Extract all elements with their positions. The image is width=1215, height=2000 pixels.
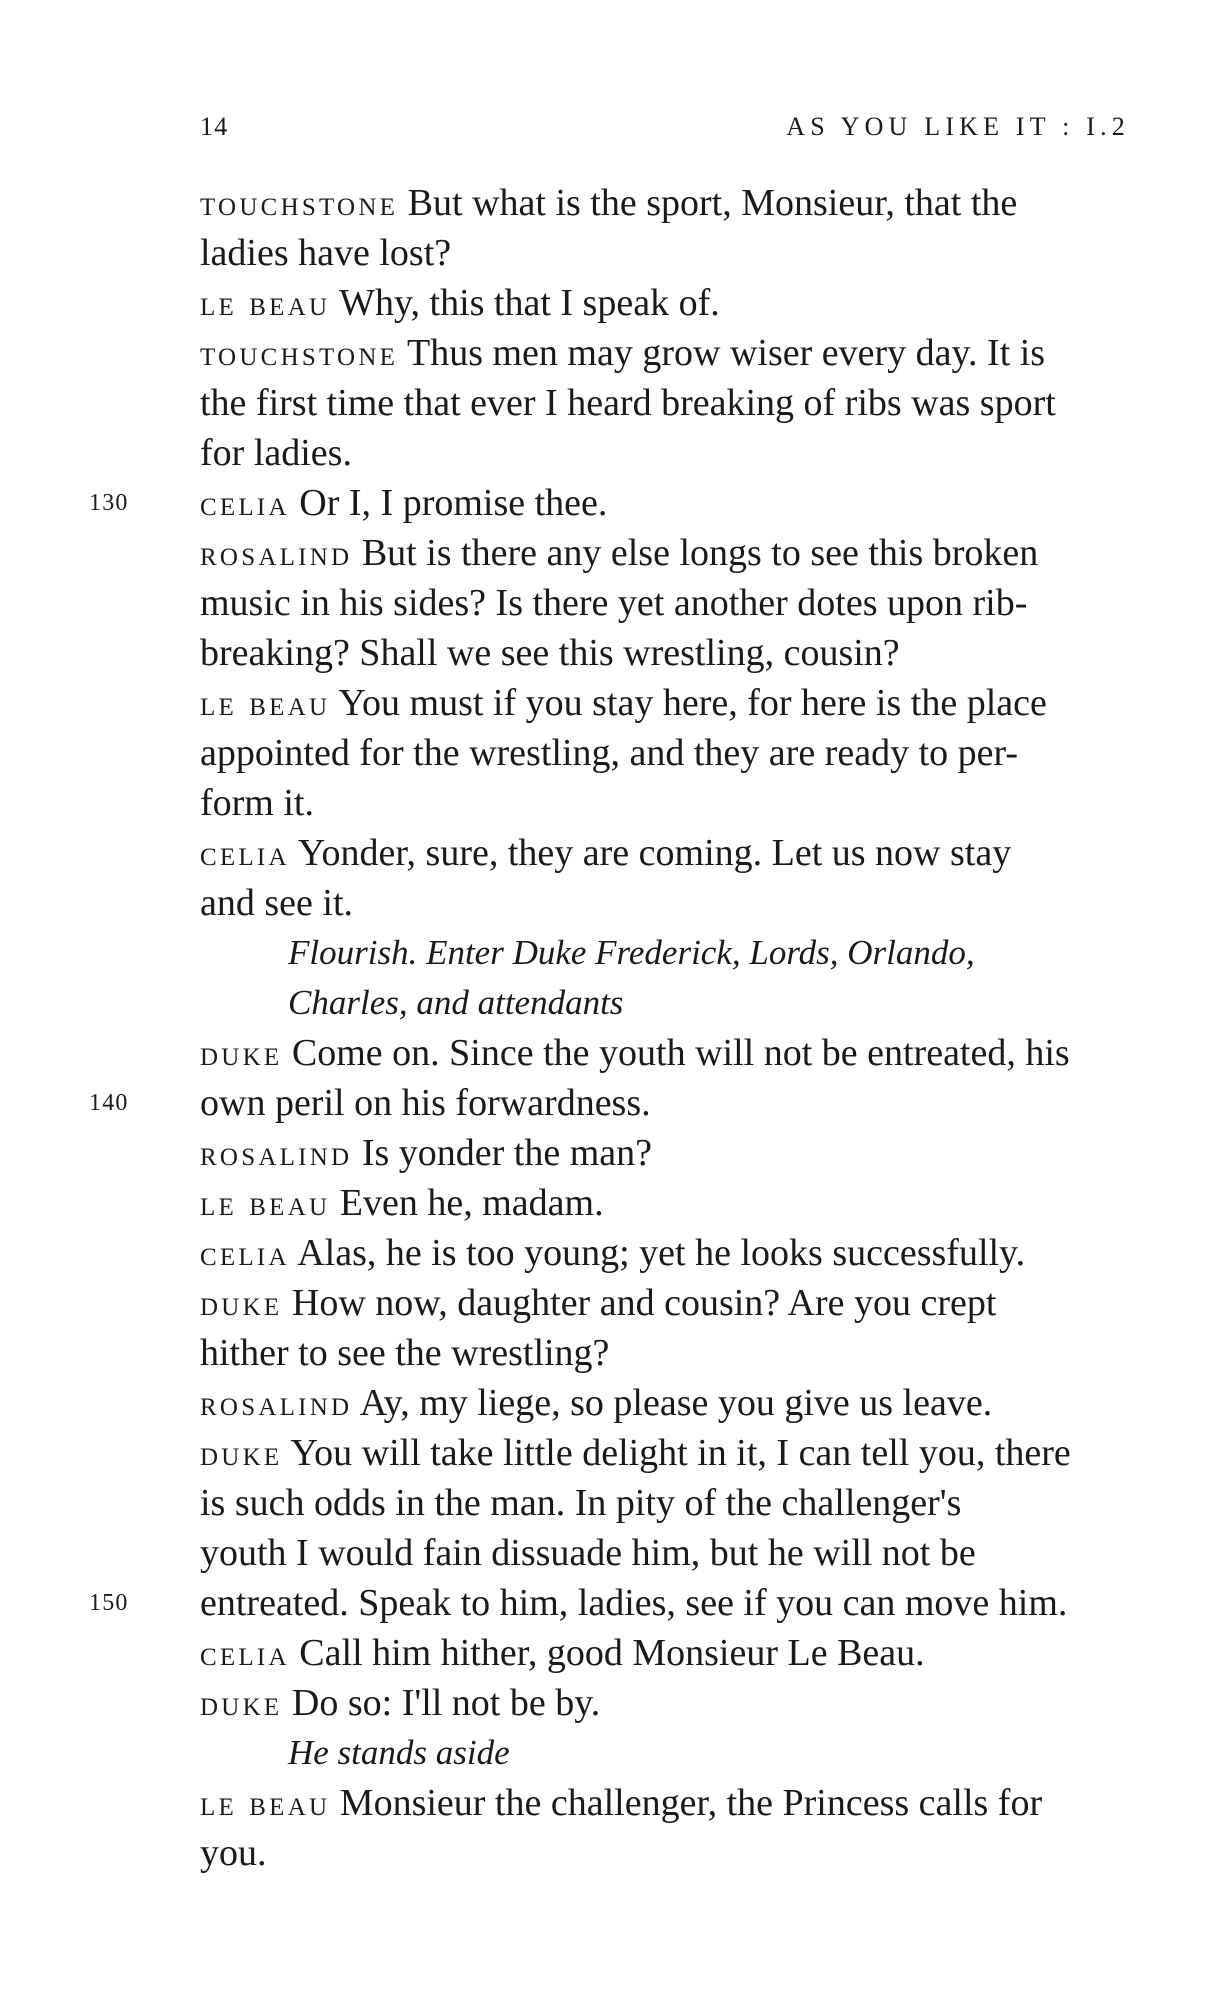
speech: [89, 1028, 1140, 1128]
stage-line: He stands aside: [288, 1733, 510, 1772]
speech: [200, 1228, 1140, 1278]
stage-line: Flourish. Enter Duke Frederick, Lords, Orlando,: [288, 933, 975, 972]
speaker-name: duke: [200, 1433, 283, 1473]
speech-line: You must if you stay here, for here is the place: [338, 682, 1047, 724]
speech-line: Do so: I'll not be by.: [291, 1682, 601, 1724]
speech-line: entreated. Speak to him, ladies, see if you can move him.: [200, 1582, 1068, 1624]
speech-line: is such odds in the man. In pity of the challenger's: [200, 1482, 962, 1524]
speech-line: own peril on his forwardness.: [200, 1082, 651, 1124]
speech: [200, 678, 1140, 828]
play-title: AS YOU LIKE IT : I.2: [786, 112, 1130, 141]
speech: [200, 1678, 1140, 1728]
speech-line: Is yonder the man?: [361, 1132, 652, 1174]
speaker-name: duke: [200, 1283, 283, 1323]
speech: [89, 1428, 1140, 1628]
speech-line: Ay, my liege, so please you give us leave.: [359, 1382, 993, 1424]
speech: [200, 1778, 1140, 1878]
line-number: 130: [89, 490, 129, 516]
speaker-name: celia: [200, 483, 290, 523]
running-head: [200, 112, 1130, 152]
speech-line: and see it.: [200, 882, 354, 924]
speech-line: ladies have lost?: [200, 232, 452, 274]
stage-line: Charles, and attendants: [288, 983, 624, 1022]
speech-line: But is there any else longs to see this broken: [361, 532, 1039, 574]
speech: [200, 828, 1140, 928]
speech-line: How now, daughter and cousin? Are you crept: [291, 1282, 997, 1324]
speech: [200, 278, 1140, 328]
speaker-name: duke: [200, 1033, 283, 1073]
page-number: 14: [200, 112, 229, 141]
speech-line: Monsieur the challenger, the Princess calls for: [339, 1782, 1043, 1824]
speaker-name: le beau: [200, 283, 331, 323]
stage-direction: [200, 1728, 1140, 1778]
speaker-name: le beau: [200, 683, 331, 723]
speaker-name: le beau: [200, 1783, 331, 1823]
speech-line: You will take little delight in it, I can tell you, there: [290, 1432, 1071, 1474]
speech-line: Thus men may grow wiser every day. It is: [407, 332, 1046, 374]
speech: [200, 528, 1140, 678]
speech-line: you.: [200, 1832, 267, 1874]
speech: [200, 178, 1140, 278]
speaker-name: rosalind: [200, 1133, 353, 1173]
speech-line: music in his sides? Is there yet another dotes upon rib-: [200, 582, 1028, 624]
speech-line: the first time that ever I heard breaking of ribs was sport: [200, 382, 1056, 424]
speaker-name: rosalind: [200, 533, 353, 573]
speech-line: for ladies.: [200, 432, 352, 474]
speech-line: Even he, madam.: [339, 1182, 604, 1224]
speech-line: form it.: [200, 782, 314, 824]
speech: [200, 1178, 1140, 1228]
speaker-name: le beau: [200, 1183, 331, 1223]
speaker-name: duke: [200, 1683, 283, 1723]
speech: [200, 1128, 1140, 1178]
speech-line: youth I would fain dissuade him, but he will not be: [200, 1532, 976, 1574]
line-number: 140: [89, 1090, 129, 1116]
speaker-name: touchstone: [200, 183, 399, 223]
speech-line: Yonder, sure, they are coming. Let us now stay: [297, 832, 1012, 874]
speaker-name: celia: [200, 833, 290, 873]
speaker-name: celia: [200, 1633, 290, 1673]
speech-line: Call him hither, good Monsieur Le Beau.: [299, 1632, 925, 1674]
speech: [200, 1378, 1140, 1428]
speech-line: appointed for the wrestling, and they are ready to per-: [200, 732, 1019, 774]
stage-direction: [200, 928, 1140, 1028]
speech-line: breaking? Shall we see this wrestling, cousin?: [200, 632, 900, 674]
speech: [200, 1278, 1140, 1378]
speaker-name: touchstone: [200, 333, 399, 373]
speaker-name: rosalind: [200, 1383, 353, 1423]
speech: [89, 478, 1140, 528]
speech-line: Or I, I promise thee.: [299, 482, 608, 524]
speech-line: Alas, he is too young; yet he looks successfully.: [297, 1232, 1026, 1274]
speech-line: hither to see the wrestling?: [200, 1332, 610, 1374]
speaker-name: celia: [200, 1233, 290, 1273]
play-text: [89, 178, 1140, 1878]
speech: [200, 1628, 1140, 1678]
speech-line: Why, this that I speak of.: [339, 282, 720, 324]
line-number: 150: [89, 1590, 129, 1616]
speech-line: But what is the sport, Monsieur, that the: [407, 182, 1018, 224]
speech: [200, 328, 1140, 478]
speech-line: Come on. Since the youth will not be entreated, his: [291, 1032, 1070, 1074]
